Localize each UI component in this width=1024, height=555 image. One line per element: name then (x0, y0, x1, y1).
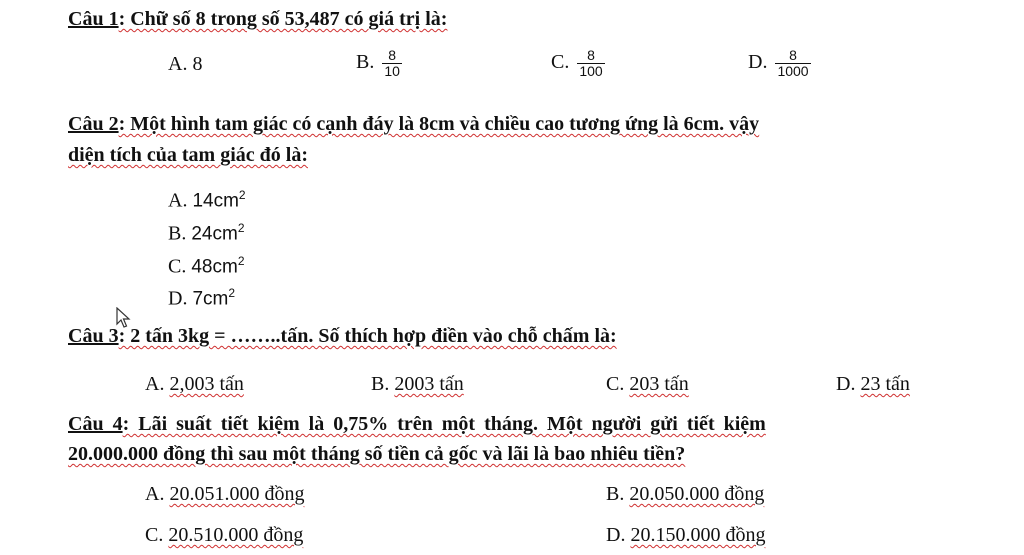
option-value: 2,003 tấn (169, 373, 244, 395)
option-letter: C. (551, 51, 570, 74)
q1-option-a (168, 53, 202, 76)
question-2 (68, 113, 759, 136)
question-2-cont (68, 144, 308, 167)
option-value: 48cm (191, 256, 238, 278)
option-letter: C. (145, 524, 164, 546)
fraction (577, 48, 604, 79)
question-2-line-1: : Một hình tam giác có cạnh đáy là 8cm và chiều cao tương ứng là 6cm. vậy (118, 113, 760, 135)
q4-option-b (606, 483, 764, 506)
option-letter: A. (145, 483, 165, 505)
numerator: 8 (587, 47, 595, 63)
question-1 (68, 8, 447, 31)
q2-option-d (168, 286, 235, 311)
question-4 (68, 413, 766, 436)
question-2-line-2: diện tích của tam giác đó là: (68, 144, 308, 166)
numerator: 8 (789, 47, 797, 63)
numerator: 8 (388, 47, 397, 63)
option-letter: C. (606, 373, 625, 395)
option-value: 23 tấn (860, 373, 910, 395)
question-1-text: : Chữ số 8 trong số 53,487 có giá trị là: (118, 8, 448, 30)
option-value: 20.150.000 đồng (630, 524, 766, 546)
question-3-label: Câu 3 (68, 325, 119, 347)
q2-option-c (168, 254, 245, 279)
question-2-label: Câu 2 (68, 113, 119, 135)
option-value: 203 tấn (629, 373, 689, 395)
question-4-cont (68, 443, 685, 466)
option-letter: A. (145, 373, 165, 395)
fraction (775, 48, 810, 79)
q3-option-a (145, 373, 244, 396)
q3-option-c (606, 373, 689, 396)
option-letter: D. (748, 51, 768, 74)
q4-option-c (145, 524, 303, 547)
q3-option-d (836, 373, 910, 396)
question-3-text: : 2 tấn 3kg = ……..tấn. Số thích hợp điền vào chỗ chấm là: (118, 325, 617, 347)
option-letter: D. (836, 373, 856, 395)
question-4-line-1: : Lãi suất tiết kiệm là 0,75% trên một tháng. Một người gửi tiết kiệm (122, 413, 766, 435)
option-value: 14cm (192, 190, 239, 212)
question-1-label: Câu 1 (68, 8, 119, 30)
fraction (382, 48, 402, 79)
option-value: 2003 tấn (394, 373, 464, 395)
superscript: 2 (237, 254, 245, 268)
q3-option-b (371, 373, 464, 396)
denominator: 10 (384, 63, 400, 79)
q1-option-c (551, 48, 605, 79)
option-letter: D. (168, 287, 188, 310)
option-letter: D. (606, 524, 626, 546)
denominator: 1000 (777, 63, 809, 79)
question-4-label: Câu 4 (68, 413, 123, 435)
option-value: 24cm (191, 223, 238, 245)
option-value: 20.050.000 đồng (629, 483, 765, 505)
option-value: 20.051.000 đồng (169, 483, 305, 505)
q1-option-b (356, 48, 402, 79)
option-value: 8 (192, 53, 203, 75)
option-letter: A. (168, 53, 188, 75)
q4-option-d (606, 524, 765, 547)
question-4-line-2: 20.000.000 đồng thì sau một tháng số tiền cả gốc và lãi là bao nhiêu tiền? (68, 443, 686, 465)
option-letter: B. (356, 51, 375, 74)
superscript: 2 (228, 286, 236, 300)
superscript: 2 (237, 221, 245, 235)
option-letter: B. (371, 373, 390, 395)
denominator: 100 (579, 63, 603, 79)
q1-option-d (748, 48, 811, 79)
q2-option-a (168, 188, 246, 213)
option-letter: B. (606, 483, 625, 505)
superscript: 2 (238, 188, 246, 202)
option-value: 7cm (192, 288, 229, 310)
option-letter: B. (168, 222, 187, 245)
option-value: 20.510.000 đồng (168, 524, 304, 546)
option-letter: A. (168, 189, 188, 212)
q2-option-b (168, 221, 245, 246)
option-letter: C. (168, 255, 187, 278)
q4-option-a (145, 483, 304, 506)
question-3 (68, 325, 617, 348)
